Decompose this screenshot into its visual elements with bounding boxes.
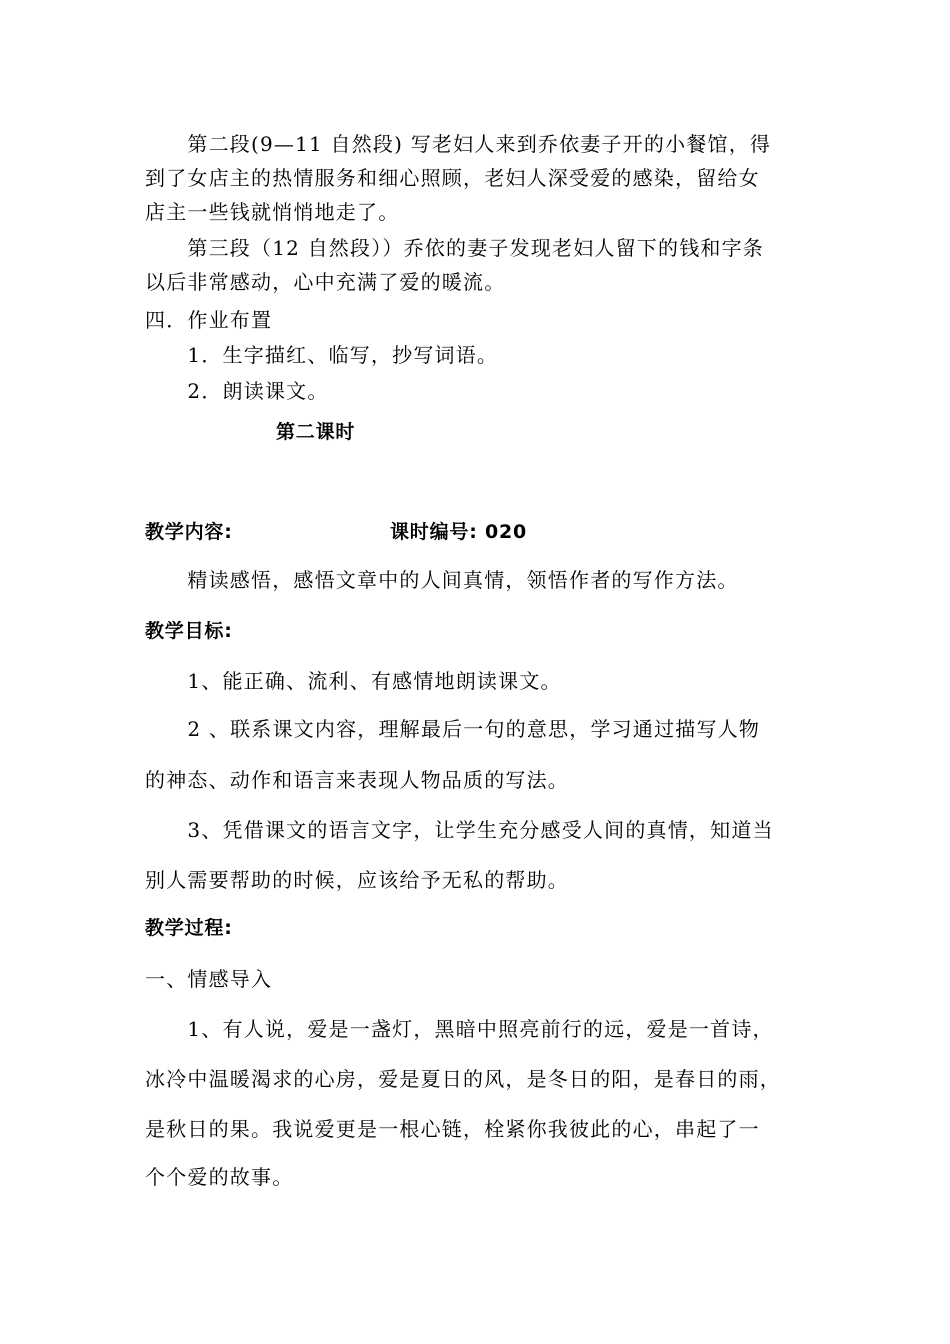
goal-2-line-2: 的神态、动作和语言来表现人物品质的写法。: [145, 768, 569, 792]
teaching-goals-label: 教学目标:: [145, 620, 233, 642]
goal-1: 1、能正确、流利、有感情地朗读课文。: [145, 669, 562, 693]
teaching-process-label: 教学过程:: [145, 917, 233, 939]
process-paragraph-line-1: 1、有人说，爱是一盏灯，黑暗中照亮前行的远，爱是一首诗，: [145, 1017, 774, 1041]
paragraph-2-line-3: 店主一些钱就悄悄地走了。: [145, 200, 400, 224]
homework-item-1: 1．生字描红、临写，抄写词语。: [145, 343, 499, 367]
paragraph-3-line-2: 以后非常感动，心中充满了爱的暖流。: [145, 270, 506, 294]
process-paragraph-line-2: 冰冷中温暖渴求的心房，爱是夏日的风，是冬日的阳，是春日的雨，: [145, 1067, 781, 1091]
teaching-content-label: 教学内容:: [145, 521, 233, 543]
goal-3-line-2: 别人需要帮助的时候，应该给予无私的帮助。: [145, 868, 569, 892]
homework-item-2: 2．朗读课文。: [145, 379, 329, 403]
paragraph-2-line-1: 第二段(9—11 自然段) 写老妇人来到乔依妻子开的小餐馆，得: [145, 132, 772, 156]
homework-heading: 四．作业布置: [145, 308, 273, 332]
goal-2-line-1: 2 、联系课文内容，理解最后一句的意思，学习通过描写人物: [145, 717, 761, 741]
process-section-1: 一、情感导入: [145, 967, 273, 991]
process-paragraph-line-3: 是秋日的果。我说爱更是一根心链，栓紧你我彼此的心，串起了一: [145, 1117, 760, 1141]
lesson-title: 第二课时: [276, 421, 356, 443]
goal-3-line-1: 3、凭借课文的语言文字，让学生充分感受人间的真情，知道当: [145, 818, 774, 842]
paragraph-3-line-1: 第三段（12 自然段））乔依的妻子发现老妇人留下的钱和字条: [145, 236, 765, 260]
teaching-content-text: 精读感悟，感悟文章中的人间真情，领悟作者的写作方法。: [145, 568, 739, 592]
lesson-number: 课时编号: 020: [390, 521, 528, 543]
paragraph-2-line-2: 到了女店主的热情服务和细心照顾，老妇人深受爱的感染，留给女: [145, 166, 760, 190]
process-paragraph-line-4: 个个爱的故事。: [145, 1165, 294, 1189]
